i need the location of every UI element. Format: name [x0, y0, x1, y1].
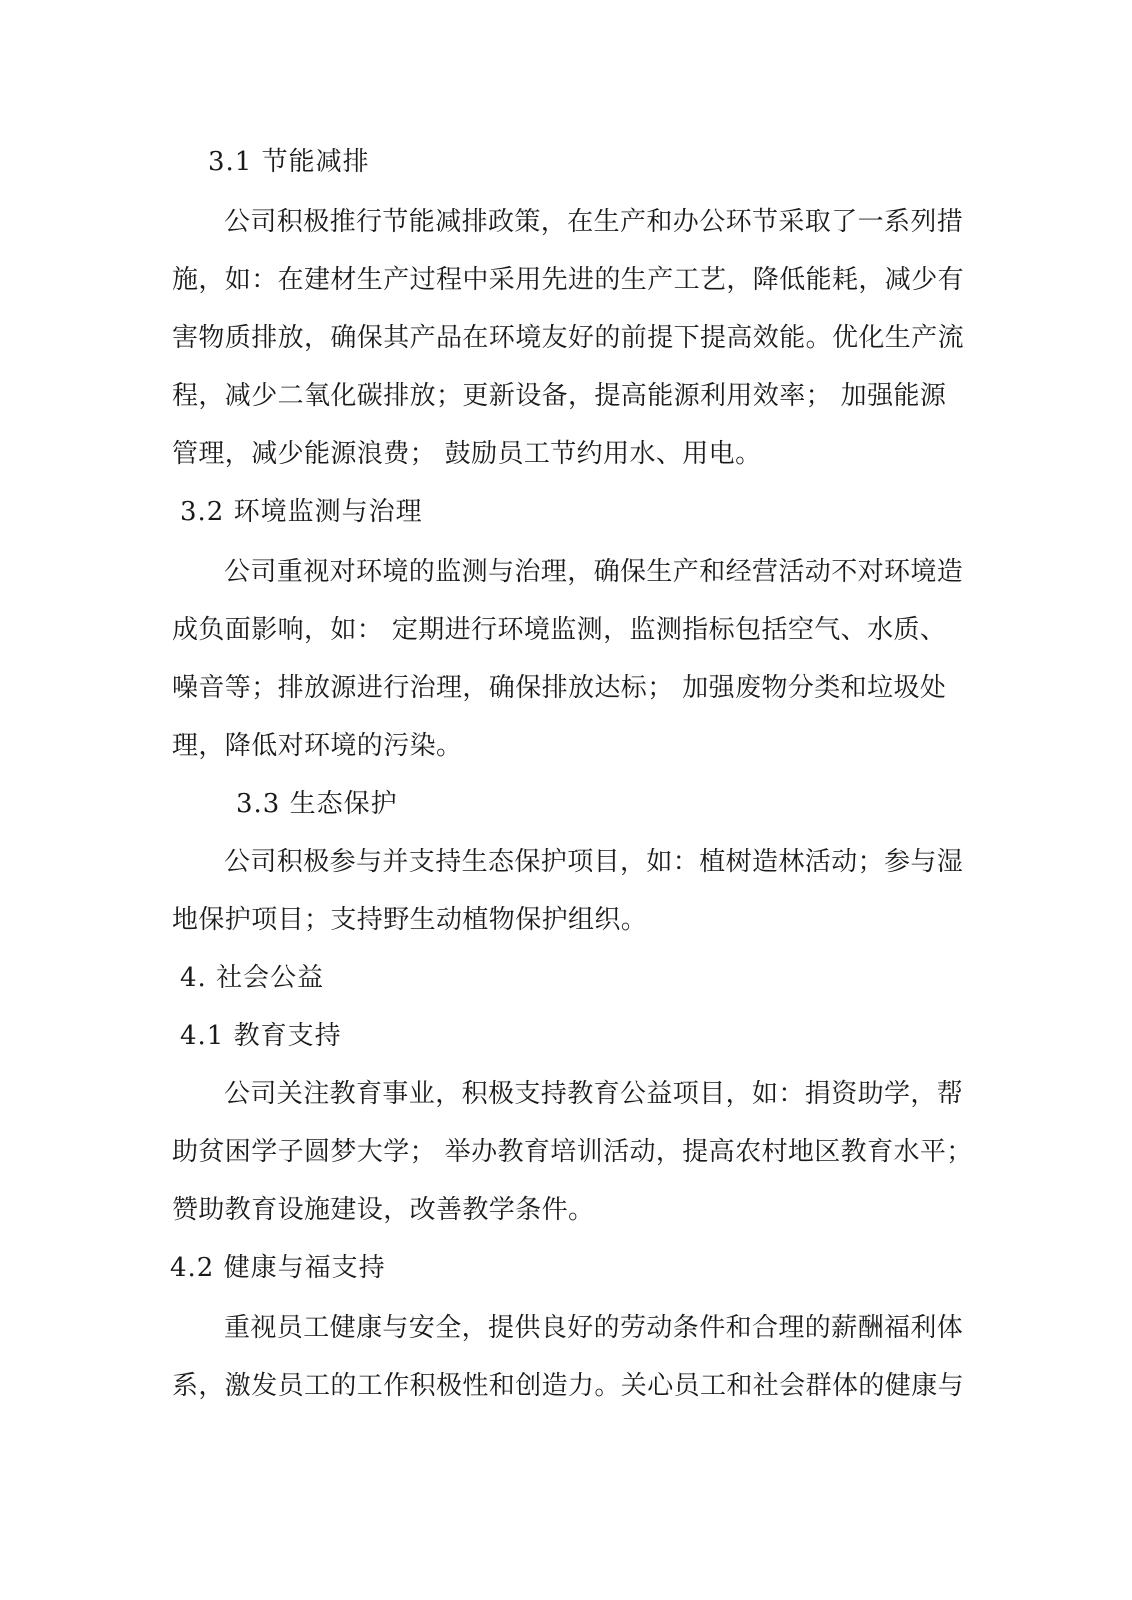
- section-heading-4-1: 4.1 教育支持: [180, 1021, 342, 1051]
- paragraph-line: 系，激发员工的工作积极性和创造力。关心员工和社会群体的健康与: [172, 1371, 965, 1401]
- paragraph-line: 地保护项目；支持野生动植物保护组织。: [172, 905, 648, 935]
- paragraph-line: 公司重视对环境的监测与治理，确保生产和经营活动不对环境造: [224, 557, 964, 587]
- section-heading-3-2: 3.2 环境监测与治理: [180, 497, 423, 527]
- section-heading-4: 4. 社会公益: [180, 963, 325, 993]
- paragraph-line: 公司积极推行节能减排政策，在生产和办公环节采取了一系列措: [224, 207, 964, 237]
- paragraph-line: 公司积极参与并支持生态保护项目，如：植树造林活动；参与湿: [224, 847, 964, 877]
- paragraph-line: 助贫困学子圆梦大学； 举办教育培训活动，提高农村地区教育水平；: [172, 1137, 973, 1167]
- paragraph-line: 程，减少二氧化碳排放；更新设备，提高能源利用效率； 加强能源: [172, 381, 947, 411]
- section-heading-3-1: 3.1 节能减排: [208, 147, 370, 177]
- section-heading-4-2: 4.2 健康与福支持: [170, 1253, 386, 1283]
- paragraph-line: 赞助教育设施建设，改善教学条件。: [172, 1195, 595, 1225]
- paragraph-line: 噪音等；排放源进行治理，确保排放达标； 加强废物分类和垃圾处: [172, 673, 947, 703]
- paragraph-line: 公司关注教育事业，积极支持教育公益项目，如：捐资助学，帮: [224, 1079, 964, 1109]
- paragraph-line: 施，如：在建材生产过程中采用先进的生产工艺，降低能耗，减少有: [172, 265, 965, 295]
- paragraph-line: 害物质排放，确保其产品在环境友好的前提下提高效能。优化生产流: [172, 323, 965, 353]
- paragraph-line: 管理，减少能源浪费； 鼓励员工节约用水、用电。: [172, 439, 762, 469]
- paragraph-line: 重视员工健康与安全，提供良好的劳动条件和合理的薪酬福利体: [224, 1313, 964, 1343]
- paragraph-line: 成负面影响，如： 定期进行环境监测，监测指标包括空气、水质、: [172, 615, 947, 645]
- section-heading-3-3: 3.3 生态保护: [236, 789, 398, 819]
- paragraph-line: 理，降低对环境的污染。: [172, 731, 463, 761]
